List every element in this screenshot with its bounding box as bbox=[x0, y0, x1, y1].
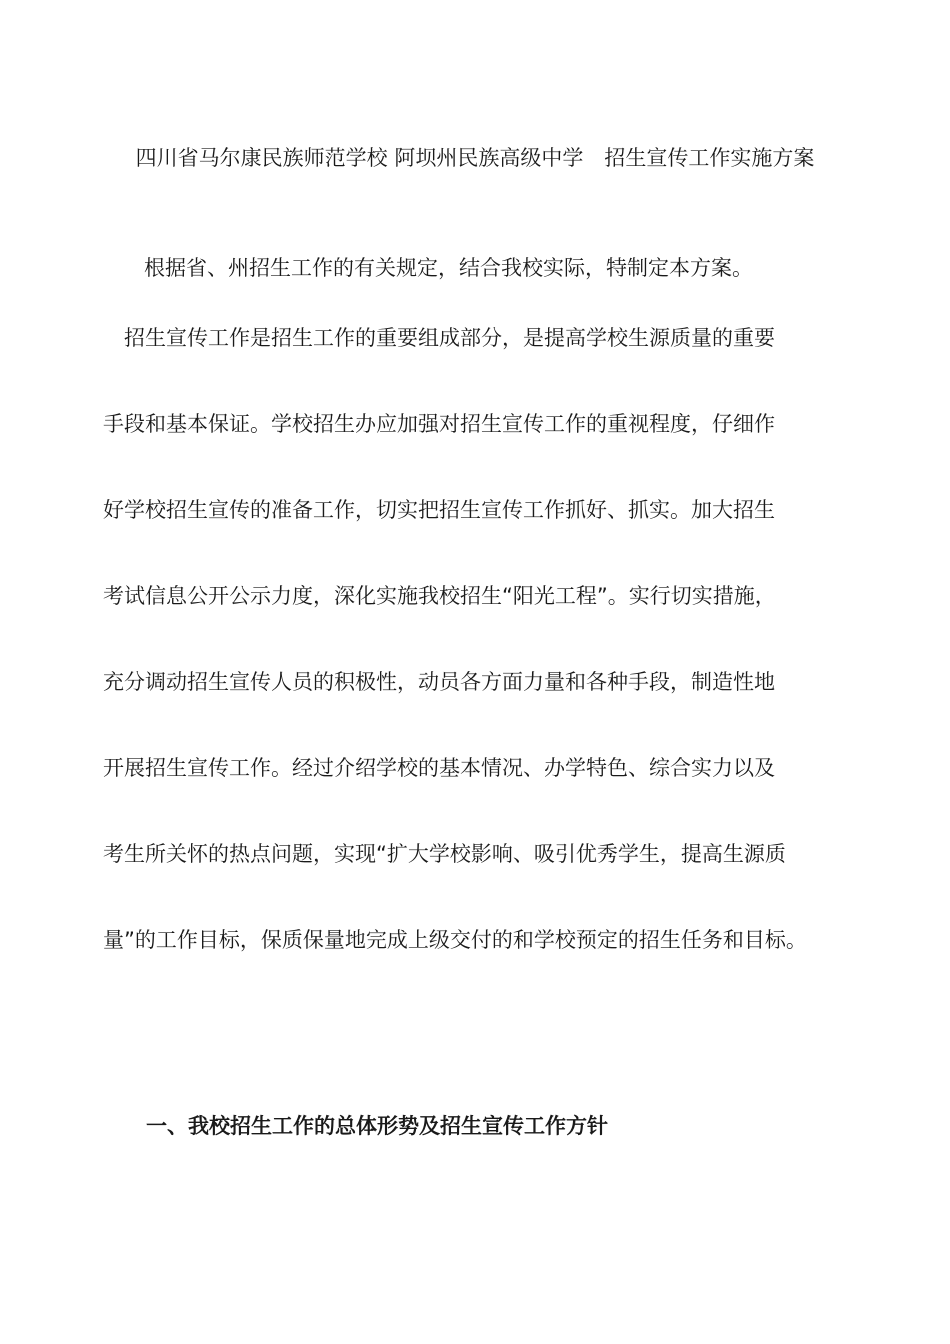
paragraph-line: 考生所关怀的热点问题，实现“扩大学校影响、吸引优秀学生，提高生源质 bbox=[103, 842, 786, 866]
paragraph-line: 考试信息公开公示力度，深化实施我校招生“阳光工程”。实行切实措施， bbox=[103, 584, 776, 608]
paragraph-line: 量”的工作目标，保质保量地完成上级交付的和学校预定的招生任务和目标。 bbox=[103, 928, 807, 952]
intro-paragraph: 根据省、州招生工作的有关规定，结合我校实际，特制定本方案。 bbox=[144, 256, 753, 280]
paragraph-line: 充分调动招生宣传人员的积极性，动员各方面力量和各种手段，制造性地 bbox=[103, 670, 775, 694]
paragraph-line: 手段和基本保证。学校招生办应加强对招生宣传工作的重视程度，仔细作 bbox=[103, 412, 775, 436]
paragraph-line: 好学校招生宣传的准备工作，切实把招生宣传工作抓好、抓实。加大招生 bbox=[103, 498, 775, 522]
paragraph-line: 招生宣传工作是招生工作的重要组成部分，是提高学校生源质量的重要 bbox=[103, 326, 775, 350]
section-heading: 一、我校招生工作的总体形势及招生宣传工作方针 bbox=[146, 1114, 608, 1138]
document-title: 四川省马尔康民族师范学校 阿坝州民族高级中学 招生宣传工作实施方案 bbox=[135, 146, 815, 170]
paragraph-line: 开展招生宣传工作。经过介绍学校的基本情况、办学特色、综合实力以及 bbox=[103, 756, 775, 780]
